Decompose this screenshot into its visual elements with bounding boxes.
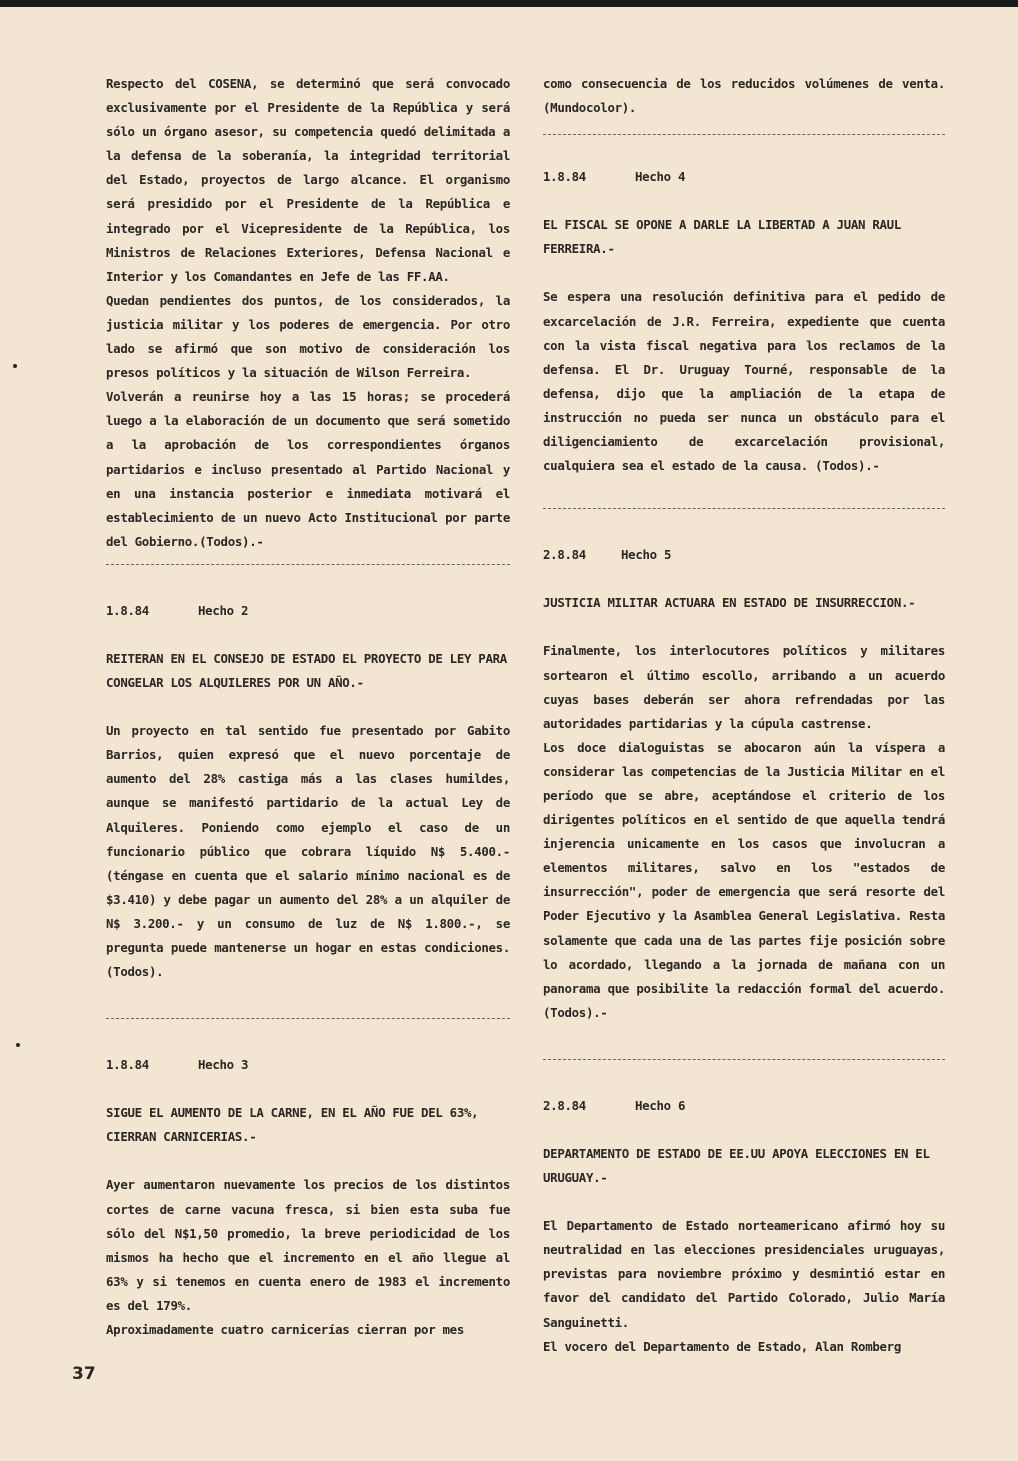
entry-date: 1.8.84	[543, 169, 586, 185]
entry-date: 1.8.84	[106, 1057, 149, 1073]
paragraph: Los doce dialoguistas se abocaron aún la víspera a considerar las competencias de la Justicia Militar en el período que se abre, aceptándose el criterio de los dirigentes políticos en el sentido de que aquella tendrá injerencia unicamente en los casos que involucran a elementos militares, salvo en los "estados de insurrección", poder de emergencia que será resorte del Poder Ejecutivo y la Asamblea General Legislativa. Resta solamente que cada una de las partes fije posición sobre lo acordado, llegando a la jornada de mañana con un panorama que posibilite la redacción formal del acuerdo.(Todos).-	[543, 739, 945, 1020]
entry-label: Hecho 3	[198, 1057, 249, 1073]
paragraph: Ayer aumentaron nuevamente los precios de los distintos cortes de carne vacuna fresca, si bien esta suba fue sólo del N$1,50 promedio, la breve periodicidad de los mismos ha hecho que el incremento en el año llegue al 63% y si tenemos en cuenta enero de 1983 el incremento es del 179%.	[106, 1177, 510, 1313]
entry-date-line	[106, 1053, 510, 1077]
paragraph: Finalmente, los interlocutores políticos y militares sortearon el último escollo, arribando a un acuerdo cuyas bases deberán ser ahora refrendadas por las autoridades partidarias y la cúpula castrense.	[543, 643, 945, 731]
right-column	[543, 72, 945, 1359]
dashed-separator	[543, 508, 945, 509]
paragraph: Respecto del COSENA, se determinó que será convocado exclusivamente por el Presidente de la República y será sólo un órgano asesor, su competencia quedó delimitada a la defensa de la soberanía, la integridad territorial del Estado, proyectos de largo alcance. El organismo será presidido por el Presidente de la República e integrado por el Vicepresidente de la República, los Ministros de Relaciones Exteriores, Defensa Nacional e Interior y los Comandantes en Jefe de las FF.AA.	[106, 76, 510, 284]
entry-date-line	[543, 165, 945, 189]
entry-headline: DEPARTAMENTO DE ESTADO DE EE.UU APOYA ELECCIONES EN EL URUGUAY.-	[543, 1146, 930, 1186]
entry-date: 2.8.84	[543, 1097, 586, 1113]
paragraph: Un proyecto en tal sentido fue presentado por Gabito Barrios, quien expresó que el nuevo porcentaje de aumento del 28% castiga más a las clases humildes, aunque se manifestó partidario de la actual Ley de Alquileres. Poniendo como ejemplo el caso de un funcionario público que cobrara líquido N$ 5.400.- (téngase en cuenta que el salario mínimo nacional es de $3.410) y debe pagar un aumento del 28% a un alquiler de N$ 3.200.- y un consumo de luz de N$ 1.800.-, se pregunta puede mantenerse un hogar en estas condiciones.(Todos).	[106, 723, 510, 980]
dashed-separator	[106, 564, 510, 565]
entry-headline: JUSTICIA MILITAR ACTUARA EN ESTADO DE INSURRECCION.-	[543, 595, 916, 611]
paragraph: Se espera una resolución definitiva para el pedido de excarcelación de J.R. Ferreira, expediente que cuenta con la vista fiscal negativa para los reclamos de la defensa. El Dr. Uruguay Tourné, responsable de la defensa, dijo que la ampliación de la etapa de instrucción no pueda ser nunca un obstáculo para el diligenciamiento de excarcelación provisional, cualquiera sea el estado de la causa. (Todos).-	[543, 289, 945, 474]
entry-label: Hecho 6	[635, 1097, 686, 1113]
dashed-separator	[543, 134, 945, 135]
entry-label: Hecho 5	[621, 547, 672, 563]
page-number: 37	[72, 1364, 96, 1384]
paragraph: como consecuencia de los reducidos volúmenes de venta. (Mundocolor).	[543, 76, 945, 116]
entry-headline: REITERAN EN EL CONSEJO DE ESTADO EL PROYECTO DE LEY PARA CONGELAR LOS ALQUILERES POR UN AÑO.-	[106, 650, 507, 691]
entry-date-line	[543, 1094, 945, 1118]
entry-label: Hecho 4	[635, 169, 686, 185]
entry-date: 2.8.84	[543, 547, 586, 563]
entry-date-line	[106, 599, 510, 623]
paragraph: Quedan pendientes dos puntos, de los considerados, la justicia militar y los poderes de emergencia. Por otro lado se afirmó que son motivo de consideración los presos políticos y la situación de Wilson Ferreira.	[106, 292, 510, 381]
punch-mark	[13, 364, 17, 368]
paragraph: Aproximadamente cuatro carnicerías cierran por mes	[106, 1322, 464, 1338]
entry-date: 1.8.84	[106, 602, 149, 618]
entry-date-line	[543, 543, 945, 567]
entry-label: Hecho 2	[198, 602, 249, 618]
entry-headline: SIGUE EL AUMENTO DE LA CARNE, EN EL AÑO FUE DEL 63%, CIERRAN CARNICERIAS.-	[106, 1105, 479, 1145]
punch-mark	[16, 1043, 20, 1047]
left-column	[106, 72, 510, 1342]
paragraph: Volverán a reunirse hoy a las 15 horas; se procederá luego a la elaboración de un documento que será sometido a la aprobación de los correspondientes órganos partidarios e incluso presentado al Partido Nacional y en una instancia posterior e inmediata motivará el establecimiento de un nuevo Acto Institucional por parte del Gobierno.(Todos).-	[106, 389, 510, 549]
paragraph: El Departamento de Estado norteamericano afirmó hoy su neutralidad en las elecciones presidenciales uruguayas, previstas para noviembre próximo y desmintió estar en favor del candidato del Partido Colorado, Julio María Sanguinetti.	[543, 1218, 945, 1330]
paragraph: El vocero del Departamento de Estado, Alan Romberg	[543, 1338, 901, 1354]
dashed-separator	[106, 1018, 510, 1019]
entry-headline: EL FISCAL SE OPONE A DARLE LA LIBERTAD A JUAN RAUL FERREIRA.-	[543, 217, 901, 257]
dashed-separator	[543, 1059, 945, 1060]
top-border	[0, 0, 1018, 7]
